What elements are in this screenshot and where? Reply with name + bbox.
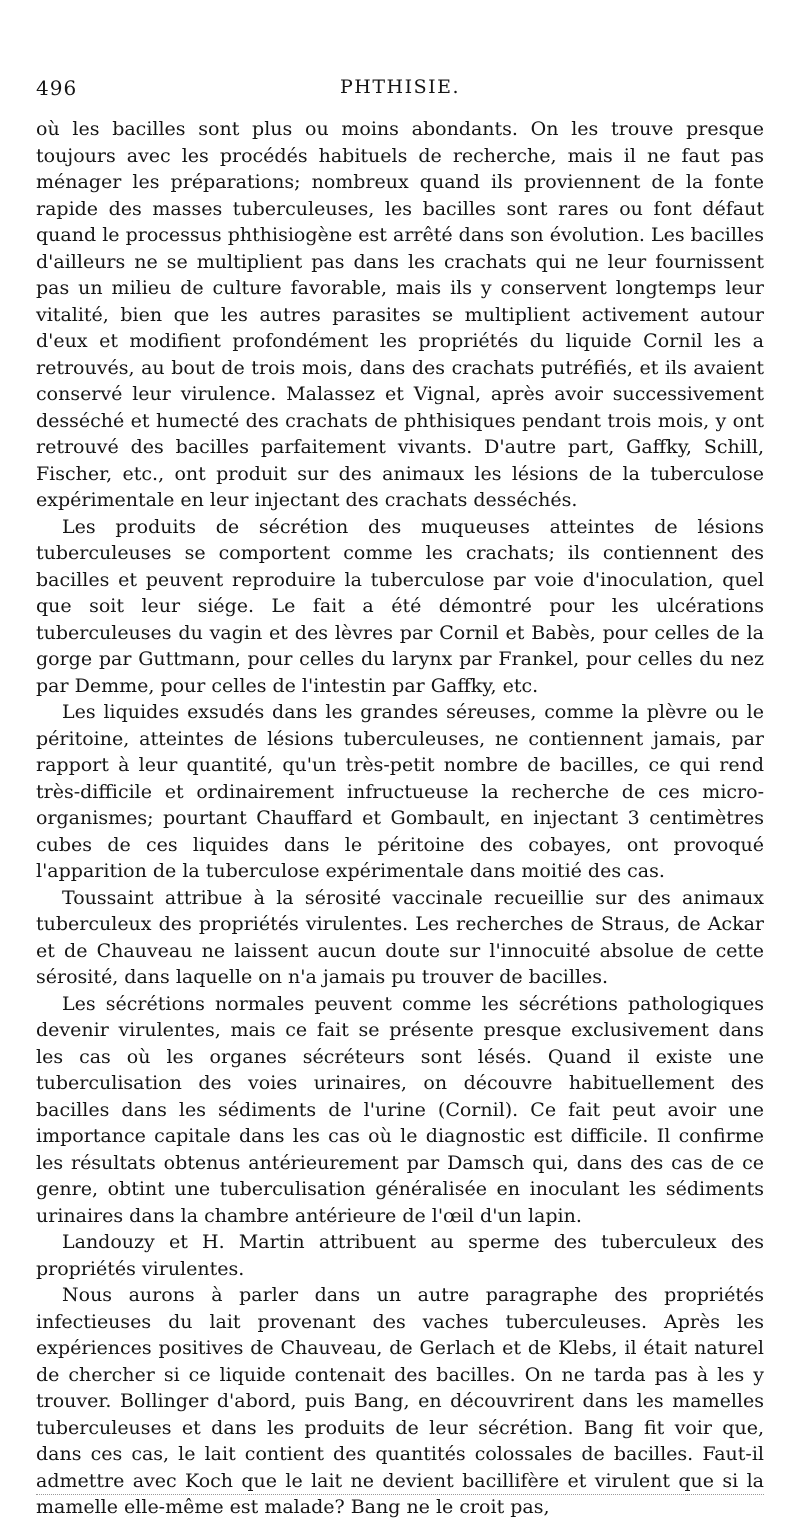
paragraph-normal-secretions: Les sécrétions normales peuvent comme les sécrétions pathologiques devenir virulentes, mais ce fait se présente presque exclusivement dans les cas où les organes sécréteurs sont lésés. Quand il existe une tuberculisation des voies urinaires, on découvre habituellement des bacilles dans les sédiments de l'urine (Cornil). Ce fait peut avoir une importance capitale dans les cas où le diagnostic est difficile. Il confirme les résultats obtenus antérieurement par Damsch qui, dans des cas de ce genre, obtint une tuberculisation généralisée en inoculant les sédiments urinaires dans la chambre antérieure de l'œil d'un lapin. [36,992,764,1227]
paragraph-sperm: Landouzy et H. Martin attribuent au sperme des tuberculeux des propriétés virulentes. [36,1231,764,1280]
running-title: PHTHISIE. [339,76,461,98]
paragraph-milk: Nous aurons à parler dans un autre paragraphe des propriétés infectieuses du lait provenant des vaches tuberculeuses. Après les expériences positives de Chauveau, de Gerlach et de Klebs, il était naturel de chercher si ce liquide contenait des bacilles. On ne tarda pas à les y trouver. Bollinger d'abord, puis Bang, en découvrirent dans les mamelles tuberculeuses et dans les produits de leur sécrétion. Bang fit voir que, dans ces cas, le lait contient des quantités colossales de bacilles. Faut-il admettre avec Koch que le lait ne devient bacillifère et virulent que si la mamelle elle-même est malade? Bang ne le croit pas, [36,1284,764,1518]
footer-rule [36,1494,764,1495]
body-text [36,116,764,1521]
book-page [36,76,764,1521]
paragraph-serous-liquids: Les liquides exsudés dans les grandes séreuses, comme la plèvre ou le péritoine, atteintes de lésions tuberculeuses, ne contiennent jamais, par rapport à leur quantité, qu'un très-petit nombre de bacilles, ce qui rend très-difficile et ordinairement infructueuse la recherche de ces micro-organismes; pourtant Chauffard et Gombault, en injectant 3 centimètres cubes de ces liquides dans le péritoine des cobayes, ont provoqué l'apparition de la tuberculose expérimentale dans moitié des cas. [36,701,764,882]
paragraph-sputum-bacilli: où les bacilles sont plus ou moins abondants. On les trouve presque toujours avec les procédés habituels de recherche, mais il ne faut pas ménager les préparations; nombreux quand ils proviennent de la fonte rapide des masses tuberculeuses, les bacilles sont rares ou font défaut quand le processus phthisiogène est arrêté dans son évolution. Les bacilles d'ailleurs ne se multiplient pas dans les crachats qui ne leur fournissent pas un milieu de culture favorable, mais ils y conservent longtemps leur vitalité, bien que les autres parasites se multiplient activement autour d'eux et modifient profondément les propriétés du liquide Cornil les a retrouvés, au bout de trois mois, dans des crachats putréfiés, et ils avaient conservé leur virulence. Malassez et Vignal, après avoir successivement desséché et humecté des crachats de phthisiques pendant trois mois, y ont retrouvé des bacilles parfaitement vivants. D'autre part, Gaffky, Schill, Fischer, etc., ont produit sur des animaux les lésions de la tuberculose expérimentale en leur injectant des crachats desséchés. [36,118,764,511]
running-head [36,76,764,112]
paragraph-vaccinal-serosity: Toussaint attribue à la sérosité vaccinale recueillie sur des animaux tuberculeux des propriétés virulentes. Les recherches de Straus, de Ackar et de Chauveau ne laissent aucun doute sur l'innocuité absolue de cette sérosité, dans laquelle on n'a jamais pu trouver de bacilles. [36,886,764,988]
page-number: 496 [36,76,78,100]
paragraph-mucous-secretions: Les produits de sécrétion des muqueuses atteintes de lésions tuberculeuses se comportent comme les crachats; ils contiennent des bacilles et peuvent reproduire la tuberculose par voie d'inoculation, quel que soit leur siége. Le fait a été démontré pour les ulcérations tuberculeuses du vagin et des lèvres par Cornil et Babès, pour celles de la gorge par Guttmann, pour celles du larynx par Frankel, pour celles du nez par Demme, pour celles de l'intestin par Gaffky, etc. [36,515,764,697]
